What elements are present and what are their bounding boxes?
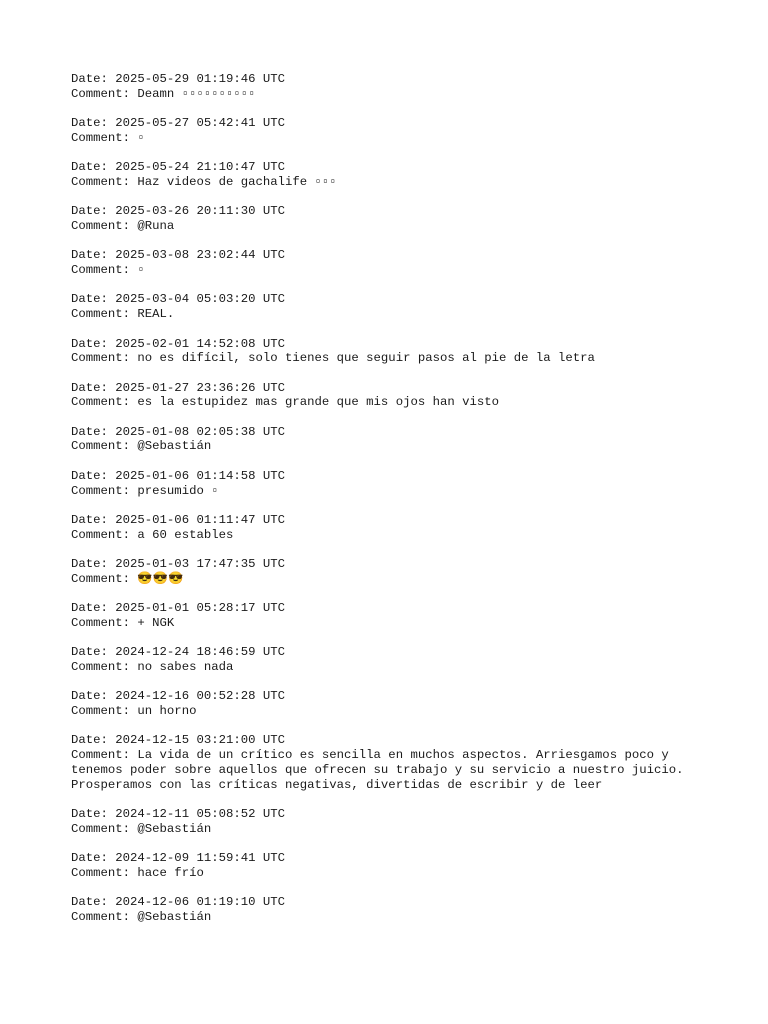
comment-text: Comment: ▫: [71, 263, 145, 278]
comment-entry: [71, 601, 751, 630]
comment-date: Date: 2024-12-06 01:19:10 UTC: [71, 895, 286, 910]
comment-date: Date: 2025-03-04 05:03:20 UTC: [71, 292, 286, 307]
comment-text: Comment: hace frío: [71, 865, 204, 880]
comment-text: Comment: Deamn ▫▫▫▫▫▫▫▫▫▫: [71, 86, 256, 101]
comment-entry: [71, 645, 751, 674]
comment-entry: [71, 381, 751, 410]
comment-date: Date: 2024-12-15 03:21:00 UTC: [71, 733, 286, 748]
comment-text: Comment: La vida de un crítico es sencilla en muchos aspectos. Arriesgamos poco y: [71, 748, 669, 763]
comment-entry: [71, 469, 751, 498]
comment-entry: [71, 337, 751, 366]
comment-text: Comment: @Runa: [71, 218, 175, 233]
comment-date: Date: 2025-05-29 01:19:46 UTC: [71, 72, 286, 86]
comment-date: Date: 2024-12-09 11:59:41 UTC: [71, 851, 286, 865]
comment-entry: [71, 689, 751, 718]
comment-entry: [71, 204, 751, 233]
comment-date: Date: 2025-05-27 05:42:41 UTC: [71, 116, 286, 131]
comment-date: Date: 2025-01-01 05:28:17 UTC: [71, 601, 286, 616]
comment-text: Comment: a 60 estables: [71, 527, 234, 542]
comment-text: Comment: @Sebastián: [71, 439, 212, 454]
comment-text: Comment: @Sebastián: [71, 821, 212, 836]
comment-text: Comment: REAL.: [71, 307, 175, 322]
comment-date: Date: 2024-12-24 18:46:59 UTC: [71, 645, 286, 660]
comment-text: Comment: ▫: [71, 130, 145, 145]
comment-date: Date: 2025-01-03 17:47:35 UTC: [71, 557, 286, 572]
comment-entry: [71, 557, 751, 586]
comment-entry: [71, 807, 751, 836]
comment-text: Comment: 😎😎😎: [71, 571, 184, 586]
comment-date: Date: 2025-01-06 01:11:47 UTC: [71, 512, 286, 527]
comment-log: [71, 72, 751, 939]
comment-date: Date: 2025-05-24 21:10:47 UTC: [71, 160, 286, 175]
comment-entry: [71, 425, 751, 454]
comment-text: Comment: @Sebastián: [71, 909, 212, 924]
comment-date: Date: 2025-01-06 01:14:58 UTC: [71, 468, 286, 483]
comment-text: Comment: Haz videos de gachalife ▫▫▫: [71, 174, 337, 189]
comment-text: Comment: es la estupidez mas grande que mis ojos han visto: [71, 395, 500, 410]
comment-date: Date: 2024-12-11 05:08:52 UTC: [71, 806, 286, 821]
comment-date: Date: 2025-01-27 23:36:26 UTC: [71, 380, 286, 395]
comment-date: Date: 2025-03-26 20:11:30 UTC: [71, 204, 286, 219]
comment-text: Comment: un horno: [71, 704, 197, 719]
comment-entry: [71, 72, 751, 101]
comment-date: Date: 2025-03-08 23:02:44 UTC: [71, 248, 286, 263]
comment-date: Date: 2025-01-08 02:05:38 UTC: [71, 424, 286, 439]
comment-entry: [71, 160, 751, 189]
comment-text: Prosperamos con las críticas negativas, divertidas de escribir y de leer: [71, 777, 603, 792]
comment-date: Date: 2024-12-16 00:52:28 UTC: [71, 689, 286, 704]
comment-entry: [71, 292, 751, 321]
comment-entry: [71, 248, 751, 277]
comment-text: tenemos poder sobre aquellos que ofrecen su trabajo y su servicio a nuestro juicio.: [71, 762, 684, 777]
comment-entry: [71, 851, 751, 880]
comment-text: Comment: presumido ▫: [71, 483, 219, 498]
comment-entry: [71, 513, 751, 542]
comment-text: Comment: + NGK: [71, 615, 175, 630]
comment-entry: [71, 116, 751, 145]
comment-text: Comment: no es difícil, solo tienes que seguir pasos al pie de la letra: [71, 351, 595, 366]
comment-entry: [71, 733, 751, 792]
comment-text: Comment: no sabes nada: [71, 659, 234, 674]
comment-date: Date: 2025-02-01 14:52:08 UTC: [71, 336, 286, 351]
comment-entry: [71, 895, 751, 924]
